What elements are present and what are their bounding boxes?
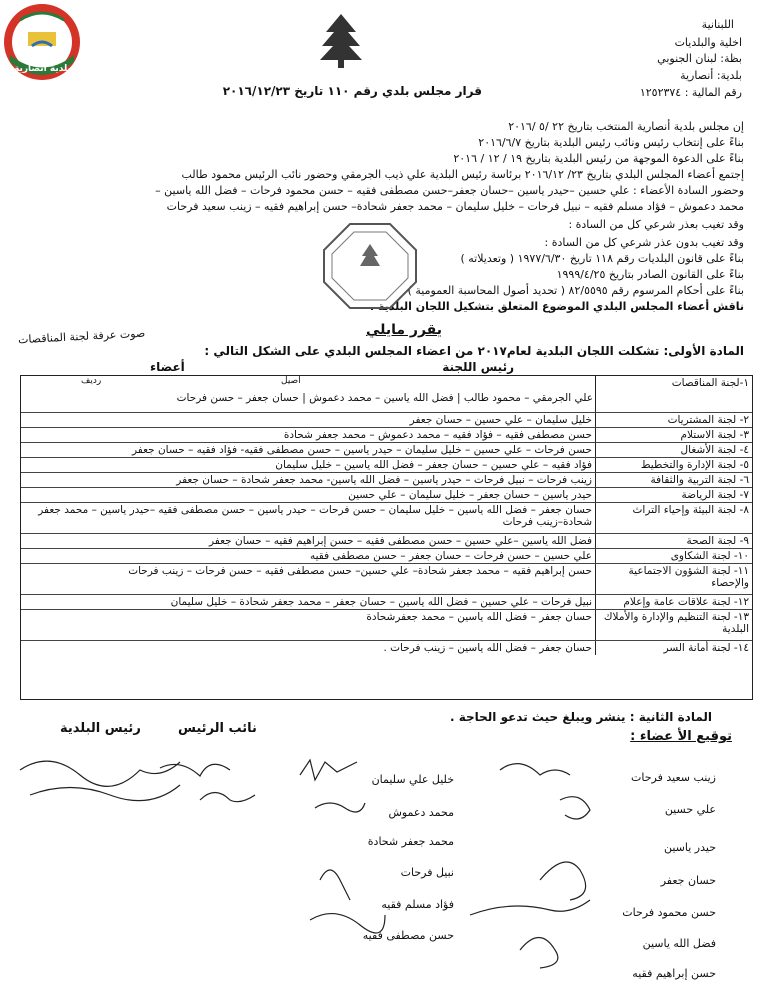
- table-row: [21, 428, 752, 443]
- committee-members: حسان جعفر – فضل الله ياسين – محمد جعفرشحادة: [21, 610, 596, 641]
- members-header: أعضاء: [150, 360, 185, 374]
- committee-name: ١٤- لجنة أمانة السر: [596, 641, 753, 656]
- committee-members: حسن إبراهيم فقيه – محمد جعفر شحادة– علي حسين– حسن مصطفى فقيه – حسن فرحات – زينب فرحات: [21, 564, 596, 595]
- committee-name: ٥- لجنة الإدارة والتخطيط: [596, 458, 753, 473]
- committee-name: ٧- لجنة الرياضة: [596, 488, 753, 503]
- committee-members: فضل الله ياسين –علي حسين – حسن مصطفى فقيه – حسن إبراهيم فقيه – حسان جعفر: [21, 534, 596, 549]
- table-row: [21, 488, 752, 503]
- header-governorate: بظة: لبنان الجنوبي: [657, 52, 742, 65]
- committee-members: زينب فرحات – نبيل فرحات – حيدر ياسين – فضل الله ياسين- محمد جعفر شحادة – حسان جعفر: [21, 473, 596, 488]
- committee-members: حيدر ياسين – حسان جعفر – خليل سليمان – علي حسين: [21, 488, 596, 503]
- committee-name: ١٢- لجنة علاقات عامة وإعلام: [596, 595, 753, 610]
- signer-name: حيدر ياسين: [663, 841, 716, 854]
- signer-name: حسن مصطفى فقيه: [362, 929, 454, 942]
- signer-name: محمد جعفر شحادة: [367, 835, 454, 848]
- committee-name: ٤- لجنة الأشغال: [596, 443, 753, 458]
- original-label: أصيل: [281, 376, 301, 386]
- committee-members: [21, 376, 596, 413]
- preamble-line: بناءً على إنتخاب رئيس ونائب رئيس البلدية بتاريخ ٢٠١٦/٦/٧: [478, 136, 744, 149]
- preamble-line: محمد دعموش – فؤاد مسلم فقيه – نبيل فرحات – خليل سليمان – محمد جعفر شحادة– حسن إبراهيم فقيه – زينب سعيد فرحات: [166, 200, 744, 213]
- mayor-label: رئيس البلدية: [60, 721, 141, 736]
- committee-members: خليل سليمان – علي حسين – حسان جعفر: [21, 413, 596, 428]
- article-one: المادة الأولى: تشكلت اللجان البلدية لعام٢٠١٧ من اعضاء المجلس البلدي على الشكل التالي :: [204, 344, 744, 358]
- cedar-emblem-icon: [318, 12, 364, 72]
- signer-name: فضل الله ياسين: [642, 937, 716, 950]
- table-row: [21, 413, 752, 428]
- signer-name: حسن إبراهيم فقيه: [632, 967, 716, 980]
- table-row: [21, 595, 752, 610]
- preamble-line: وقد تغيب بدون عذر شرعي كل من السادة :: [544, 236, 744, 249]
- committee-name: ٨- لجنة البيئة وإحياء التراث: [596, 503, 753, 534]
- header-ministry: اخلية والبلديات: [674, 36, 742, 49]
- signer-name: خليل علي سليمان: [371, 773, 454, 786]
- committee-members: فؤاد فقيه – علي حسين – حسان جعفر – فضل الله ياسين – خليل سليمان: [21, 458, 596, 473]
- signer-name: علي حسين: [664, 803, 716, 816]
- header-finance-no: رقم المالية : ١٢٥٢٣٧٤: [639, 86, 742, 99]
- preamble-line: بناءً على الدعوة الموجهة من رئيس البلدية بتاريخ ١٩ / ١٢ / ٢٠١٦: [453, 152, 744, 165]
- preamble-line: بناءً على أحكام المرسوم رقم ٨٢/٥٥٩٥ ( تحديد أصول المحاسبة العمومية ): [407, 284, 744, 297]
- logo-caption: بلدية أنصارية: [14, 64, 71, 74]
- committee-members: حسن فرحات – علي حسين – خليل سليمان – حيدر ياسين – حسن مصطفى فقيه- فؤاد فقيه – حسان جعفر: [21, 443, 596, 458]
- preamble-line: إجتمع أعضاء المجلس البلدي بتاريخ ٢٣/ ٢٠١٦/١٢ برئاسة رئيس البلدية علي ذيب الجرمقي وحضور نائب الرئيس محمود طالب: [181, 168, 744, 181]
- committee-name: ٢- لجنة المشتريات: [596, 413, 753, 428]
- committee-name: ١١- لجنة الشؤون الاجتماعية والإحصاء: [596, 564, 753, 595]
- committee-members: حسان جعفر – فضل الله ياسين – زينب فرحات .: [383, 642, 592, 654]
- preamble-line: إن مجلس بلدية أنصارية المنتخب بتاريخ ٢٢ /٥ /٢٠١٦: [508, 120, 744, 133]
- table-row: [21, 610, 752, 641]
- preamble-line: ناقش أعضاء المجلس البلدي الموضوع المتعلق بتشكيل اللجان البلدية .: [369, 300, 744, 313]
- signer-name: محمد دعموش: [388, 806, 454, 819]
- preamble-line: وحضور السادة الأعضاء : علي حسين –حيدر ياسين –حسان جعفر–حسن مصطفى فقيه – حسن محمود فرحات – فضل الله ياسين –: [155, 184, 744, 197]
- committees-table: [20, 375, 753, 700]
- committee-members: نبيل فرحات – علي حسين – فضل الله ياسين – حسان جعفر – محمد جعفر شحادة – خليل سليمان: [21, 595, 596, 610]
- decision-title: قرار مجلس بلدي رقم ١١٠ تاريخ ٢٠١٦/١٢/٢٣: [222, 84, 482, 98]
- table-row: [21, 503, 752, 534]
- table-row: [21, 549, 752, 564]
- table-row: [21, 443, 752, 458]
- table-row: [21, 376, 752, 413]
- header-country: اللبنانية: [701, 18, 734, 31]
- committee-name: ٣- لجنة الاستلام: [596, 428, 753, 443]
- deputy-label: نائب الرئيس: [178, 721, 257, 736]
- substitute-label: رديف: [81, 376, 102, 386]
- signer-name: زينب سعيد فرحات: [631, 771, 716, 784]
- table-row: [21, 534, 752, 549]
- municipality-logo: [0, 0, 84, 84]
- committee-name: ٦- لجنة التربية والثقافة: [596, 473, 753, 488]
- committee-name: ١-لجنة المناقصات: [596, 376, 753, 413]
- signer-name: حسان جعفر: [660, 874, 716, 887]
- header-municipality: بلدية: أنصارية: [680, 69, 742, 82]
- signer-name: نبيل فرحات: [400, 866, 454, 879]
- committee-members: حسان جعفر – فضل الله ياسين – خليل سليمان – حسن فرحات – حيدر ياسين – حسن مصطفى فقيه –حيدر ياسين – محمد جعفر شحادة–زينب فرحات: [21, 503, 596, 534]
- signer-name: فؤاد مسلم فقيه: [381, 898, 454, 911]
- article-two: المادة الثانية : ينشر ويبلغ حيث تدعو الحاجة .: [449, 710, 712, 724]
- preamble-line: وقد تغيب بعذر شرعي كل من السادة :: [568, 218, 744, 231]
- table-row: [21, 458, 752, 473]
- handwritten-note: صوت عرفة لجنة المناقصات: [17, 326, 146, 347]
- signer-name: حسن محمود فرحات: [622, 906, 716, 919]
- committee-name: ١٣- لجنة التنظيم والإدارة والأملاك البلدية: [596, 610, 753, 641]
- preamble-line: بناءً على القانون الصادر بتاريخ ١٩٩٩/٤/٢٥: [556, 268, 744, 281]
- committee-members-text: علي الجرمقي – محمود طالب | فضل الله ياسين – محمد دعموش | حسان جعفر – حسن فرحات: [176, 392, 593, 404]
- committee-members: حسن مصطفى فقيه – فؤاد فقيه – محمد دعموش – محمد جعفر شحادة: [21, 428, 596, 443]
- signatures-title: توقيع الأ عضاء :: [630, 729, 732, 744]
- table-row: [21, 473, 752, 488]
- chair-header: رئيس اللجنة: [442, 360, 514, 374]
- official-stamp: [322, 222, 418, 310]
- table-row: [21, 564, 752, 595]
- committee-name: ١٠- لجنة الشكاوى: [596, 549, 753, 564]
- signature-scribbles: [0, 740, 772, 1000]
- committee-name: ٩- لجنة الصحة: [596, 534, 753, 549]
- preamble-line: بناءً على قانون البلديات رقم ١١٨ تاريخ ١٩٧٧/٦/٣٠ ( وتعديلاته ): [460, 252, 744, 265]
- committee-members: علي حسين – حسن فرحات – حسان جعفر – حسن مصطفى فقيه: [21, 549, 596, 564]
- table-row: [21, 641, 752, 656]
- decides-heading: يقرر مايلي: [365, 322, 442, 338]
